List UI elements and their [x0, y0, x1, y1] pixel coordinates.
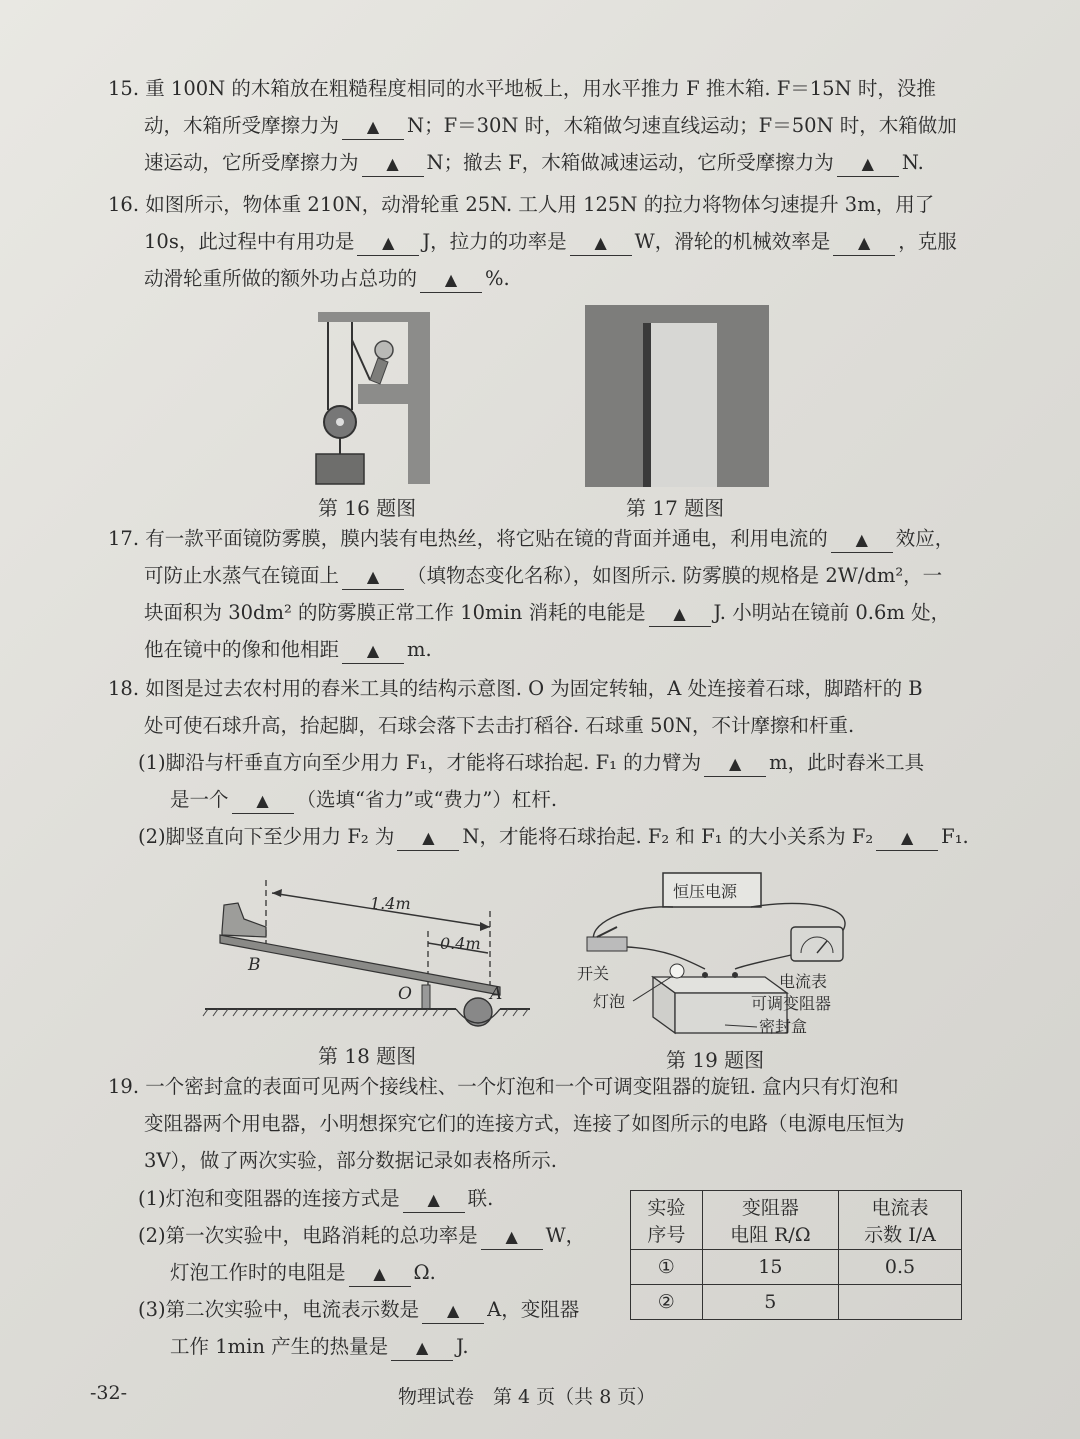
answer-blank[interactable]: ▲	[420, 267, 482, 293]
q15-line-2: 动，木箱所受摩擦力为 ▲ N；F＝30N 时，木箱做匀速直线运动；F＝50N 时，木箱做加	[108, 107, 978, 144]
switch-icon	[587, 937, 627, 951]
table-header-cell: 电流表 示数 I/A	[839, 1191, 962, 1250]
q17-line-4: 他在镜中的像和他相距 ▲ m.	[108, 631, 978, 668]
worker-head-icon	[375, 341, 393, 359]
data-table	[630, 1190, 962, 1320]
answer-blank[interactable]: ▲	[342, 564, 404, 590]
q15-line-3: 速运动，它所受摩擦力为 ▲ N；撤去 F，木箱做减速运动，它所受摩擦力为 ▲ N.	[108, 144, 978, 181]
figure-18-caption: 第 18 题图	[318, 1044, 417, 1068]
rheostat-label: 可调变阻器	[751, 994, 832, 1013]
q18-line-1: 18. 如图是过去农村用的舂米工具的结构示意图. O 为固定转轴，A 处连接着石球，脚踏杆的 B	[108, 677, 923, 700]
q17-line-1: 17. 有一款平面镜防雾膜，膜内装有电热丝，将它贴在镜的背面并通电，利用电流的 ▲ 效应，	[108, 520, 978, 557]
q19-line-1: 19. 一个密封盒的表面可见两个接线柱、一个灯泡和一个可调变阻器的旋钮. 盒内只有灯泡和	[108, 1075, 899, 1098]
page-number: -32-	[90, 1382, 128, 1404]
q16-line-2: 10s，此过程中有用功是 ▲ J，拉力的功率是 ▲ W，滑轮的机械效率是 ▲ ，克服	[108, 223, 978, 260]
figure-16-caption: 第 16 题图	[318, 496, 417, 520]
figure-18-lever	[200, 875, 540, 1035]
stone-ball-icon	[464, 998, 492, 1026]
question-19	[108, 1068, 978, 1179]
length-label-short: 0.4m	[440, 934, 481, 953]
answer-blank[interactable]: ▲	[342, 638, 404, 664]
answer-blank[interactable]: ▲	[403, 1187, 465, 1213]
figure-16-pulley	[308, 310, 436, 488]
answer-blank[interactable]: ▲	[232, 788, 294, 814]
answer-blank[interactable]: ▲	[833, 230, 895, 256]
answer-blank[interactable]: ▲	[362, 151, 424, 177]
footer-title: 物理试卷 第 4 页（共 8 页）	[398, 1386, 656, 1408]
answer-blank[interactable]: ▲	[570, 230, 632, 256]
table-row	[631, 1250, 962, 1285]
ammeter-icon	[791, 927, 843, 961]
answer-blank[interactable]: ▲	[876, 825, 938, 851]
table-row	[631, 1285, 962, 1320]
q18-line-2: 处可使石球升高，抬起脚，石球会落下去击打稻谷. 石球重 50N，不计摩擦和杆重.	[144, 714, 855, 737]
point-label-o: O	[398, 984, 412, 1004]
ammeter-label: 电流表	[779, 972, 828, 991]
answer-blank[interactable]: ▲	[422, 1298, 484, 1324]
answer-blank[interactable]: ▲	[349, 1261, 411, 1287]
question-18	[108, 670, 978, 855]
figure-19-caption: 第 19 题图	[666, 1048, 765, 1072]
point-label-a: A	[490, 984, 503, 1004]
answer-blank[interactable]: ▲	[357, 230, 419, 256]
foot-icon	[222, 903, 266, 937]
answer-blank[interactable]: ▲	[831, 527, 893, 553]
bulb-icon	[670, 964, 684, 978]
power-supply-label: 恒压电源	[673, 882, 738, 901]
point-label-b: B	[248, 955, 261, 975]
table-cell: ①	[631, 1250, 703, 1285]
sealed-box-label: 密封盒	[759, 1017, 808, 1036]
q17-line-3: 块面积为 30dm² 的防雾膜正常工作 10min 消耗的电能是 ▲ J. 小明站在镜前 0.6m 处，	[108, 594, 978, 631]
q19-sub-3: (3)第二次实验中，电流表示数是 ▲ A，变阻器	[108, 1291, 608, 1328]
answer-blank[interactable]: ▲	[481, 1224, 543, 1250]
table-header-row	[631, 1191, 962, 1250]
question-17	[108, 520, 978, 668]
question-19-subparts	[108, 1180, 608, 1365]
q19-line-3: 3V），做了两次实验，部分数据记录如表格所示.	[144, 1149, 557, 1172]
q16-line-1: 16. 如图所示，物体重 210N，动滑轮重 25N. 工人用 125N 的拉力将物体匀速提升 3m，用了	[108, 193, 935, 216]
table-cell	[839, 1285, 962, 1320]
q18-sub-1: (1)脚沿与杆垂直方向至少用力 F₁，才能将石球抬起. F₁ 的力臂为 ▲ m，此时舂米工具	[108, 744, 978, 781]
table-cell: 15	[702, 1250, 838, 1285]
sealed-box-icon	[653, 977, 787, 993]
figure-17-caption: 第 17 题图	[626, 496, 725, 520]
q15-line-1: 15. 重 100N 的木箱放在粗糙程度相同的水平地板上，用水平推力 F 推木箱. F＝15N 时，没推	[108, 77, 936, 100]
length-label-total: 1.4m	[370, 894, 411, 913]
table-cell: 0.5	[839, 1250, 962, 1285]
q19-sub-3-cont: 工作 1min 产生的热量是 ▲ J.	[108, 1328, 608, 1365]
answer-blank[interactable]: ▲	[837, 151, 899, 177]
figure-17-mirror	[585, 305, 769, 487]
q19-sub-1: (1)灯泡和变阻器的连接方式是 ▲ 联.	[108, 1180, 608, 1217]
answer-blank[interactable]: ▲	[342, 114, 404, 140]
switch-label: 开关	[577, 964, 610, 983]
q16-line-3: 动滑轮重所做的额外功占总功的 ▲ %.	[108, 260, 978, 297]
answer-blank[interactable]: ▲	[397, 825, 459, 851]
answer-blank[interactable]: ▲	[704, 751, 766, 777]
q18-sub-1-cont: 是一个 ▲ （选填“省力”或“费力”）杠杆.	[108, 781, 978, 818]
table-cell: ②	[631, 1285, 703, 1320]
question-16	[108, 186, 978, 297]
q18-sub-2: (2)脚竖直向下至少用力 F₂ 为 ▲ N，才能将石球抬起. F₂ 和 F₁ 的大小关系为 F₂ ▲ F₁.	[108, 818, 978, 855]
table-header-cell: 变阻器 电阻 R/Ω	[702, 1191, 838, 1250]
answer-blank[interactable]: ▲	[649, 601, 711, 627]
q19-line-2: 变阻器两个用电器，小明想探究它们的连接方式，连接了如图所示的电路（电源电压恒为	[144, 1112, 905, 1135]
table-cell: 5	[702, 1285, 838, 1320]
table-header-cell: 实验 序号	[631, 1191, 703, 1250]
q19-sub-2-cont: 灯泡工作时的电阻是 ▲ Ω.	[108, 1254, 608, 1291]
figure-19-circuit	[565, 865, 875, 1045]
answer-blank[interactable]: ▲	[391, 1335, 453, 1361]
q19-sub-2: (2)第一次实验中，电路消耗的总功率是 ▲ W，	[108, 1217, 608, 1254]
q17-line-2: 可防止水蒸气在镜面上 ▲ （填物态变化名称），如图所示. 防雾膜的规格是 2W/dm²，一	[108, 557, 978, 594]
bulb-label: 灯泡	[593, 992, 626, 1011]
question-15	[108, 70, 978, 181]
